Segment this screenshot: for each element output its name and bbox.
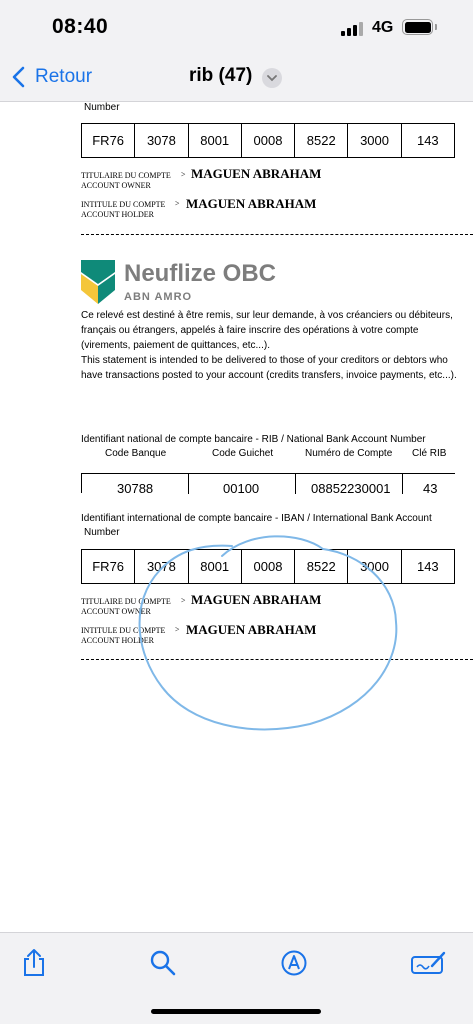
document-title[interactable]: rib (47) <box>189 65 253 86</box>
arrow-glyph: > <box>175 625 180 634</box>
iban-cell: 3078 <box>134 124 187 157</box>
rib-value: 30788 <box>117 481 154 496</box>
intitule-sub: ACCOUNT HOLDER <box>81 210 154 219</box>
search-icon <box>149 949 177 977</box>
share-button[interactable] <box>18 947 50 979</box>
rib-label: Identifiant national de compte bancaire - RIB / National Bank Account Number <box>81 434 426 445</box>
owner-name: MAGUEN ABRAHAM <box>191 166 322 181</box>
markup-button[interactable] <box>278 947 310 979</box>
title-menu-button[interactable] <box>262 68 282 88</box>
signature-icon <box>410 949 448 977</box>
iban-cell: FR76 <box>92 133 125 148</box>
markup-icon <box>280 949 308 977</box>
iban-label-tail: Number <box>84 102 120 113</box>
bank-sub: ABN AMRO <box>124 291 193 303</box>
arrow-glyph: > <box>181 170 186 179</box>
iban-cell: 0008 <box>241 550 294 583</box>
iban-cell: 8522 <box>294 550 347 583</box>
home-indicator <box>151 1009 321 1014</box>
titulaire-label: TITULAIRE DU COMPTE <box>81 597 171 606</box>
rib-header: Code Guichet <box>212 448 274 459</box>
iban-cell: 0008 <box>241 124 294 157</box>
back-button[interactable] <box>12 64 92 90</box>
intitule-label: INTITULE DU COMPTE <box>81 200 166 209</box>
search-button[interactable] <box>147 947 179 979</box>
intitule-sub: ACCOUNT HOLDER <box>81 636 154 645</box>
iban-label-line2: Number <box>84 527 120 538</box>
iban-cell: 143 <box>401 124 454 157</box>
rib-header: Clé RIB <box>412 448 447 459</box>
status-bar <box>0 0 473 54</box>
iban-cell: 143 <box>401 550 454 583</box>
iban-cell: 3000 <box>347 550 400 583</box>
back-label: Retour <box>35 66 93 87</box>
notice-fr: Ce relevé est destiné à être remis, sur leur demande, à vos créanciers ou débiteurs, français ou étrangers, appelés à faire inscrire des opérations à votre compte (virements, paiement de quittances, etc...). <box>81 310 453 351</box>
rib-header: Numéro de Compte <box>305 448 393 459</box>
owner-name: MAGUEN ABRAHAM <box>191 592 322 607</box>
status-time: 08:40 <box>52 15 109 38</box>
annotation-scribble <box>0 102 473 932</box>
document-page[interactable] <box>0 101 473 932</box>
intitule-label: INTITULE DU COMPTE <box>81 626 166 635</box>
rib-value: 08852230001 <box>311 481 391 496</box>
navigation-bar <box>0 54 473 101</box>
titulaire-sub: ACCOUNT OWNER <box>81 181 151 190</box>
bank-name: Neuflize OBC <box>124 260 277 287</box>
share-icon <box>21 948 47 978</box>
iban-cell: FR76 <box>92 559 125 574</box>
iban-cell: 3000 <box>347 124 400 157</box>
iban-cell: 3078 <box>134 550 187 583</box>
arrow-glyph: > <box>181 596 186 605</box>
rib-value: 43 <box>423 481 438 496</box>
titulaire-label: TITULAIRE DU COMPTE <box>81 171 171 180</box>
chevron-left-icon <box>12 66 25 88</box>
notice-en: This statement is intended to be delivered to those of your creditors or debtors who have transactions posted to your account (credits transfers, invoice payments, etc...). <box>81 355 457 381</box>
signal-icon <box>341 22 365 36</box>
rib-value: 00100 <box>223 481 260 496</box>
battery-cap <box>435 24 437 30</box>
chevron-down-icon <box>267 75 277 82</box>
iban-cell: 8522 <box>294 124 347 157</box>
network-type: 4G <box>372 19 394 36</box>
rib-header: Code Banque <box>105 448 167 459</box>
arrow-glyph: > <box>175 199 180 208</box>
iban-cell: 8001 <box>188 550 241 583</box>
iban-cell: 8001 <box>188 124 241 157</box>
iban-label: Identifiant international de compte bancaire - IBAN / International Bank Account <box>81 513 432 524</box>
holder-name: MAGUEN ABRAHAM <box>186 196 317 211</box>
holder-name: MAGUEN ABRAHAM <box>186 622 317 637</box>
battery-icon <box>402 19 433 35</box>
signature-button[interactable] <box>410 947 448 979</box>
titulaire-sub: ACCOUNT OWNER <box>81 607 151 616</box>
